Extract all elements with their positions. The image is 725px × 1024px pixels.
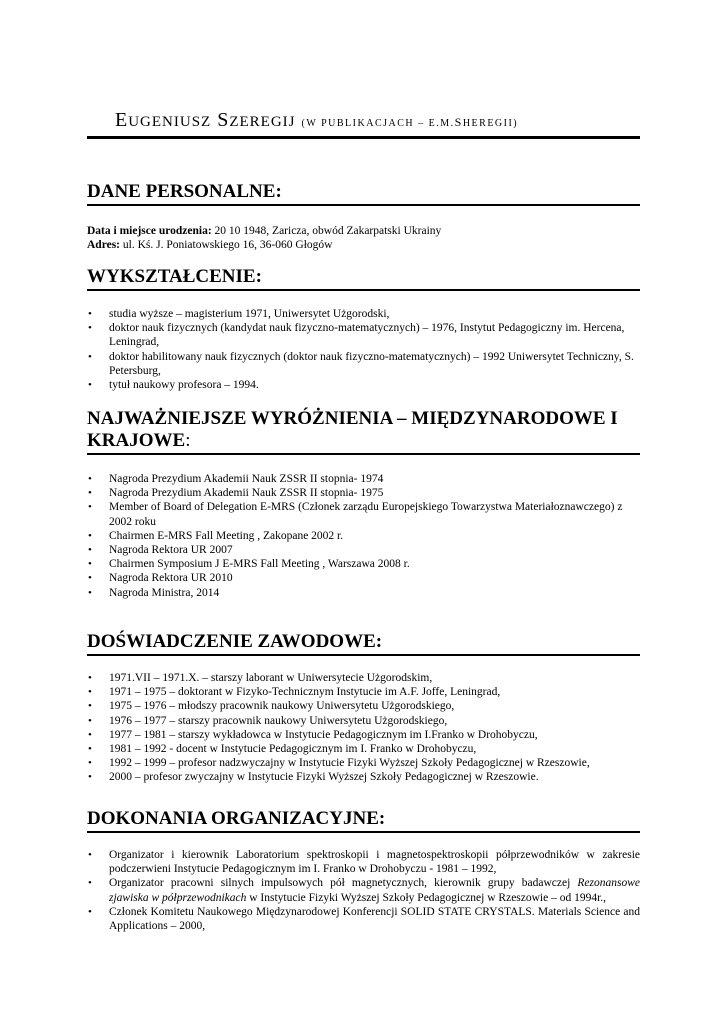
list-item: • Chairmen Symposium J E-MRS Fall Meeting , Warszawa 2008 r. [87, 557, 640, 571]
list-item: • 1976 – 1977 – starszy pracownik naukowy Uniwersytetu Użgorodskiego, [87, 714, 640, 728]
heading-awards [87, 408, 640, 455]
list-item: • tytuł naukowy profesora – 1994. [87, 378, 640, 392]
list-item: • Chairmen E-MRS Fall Meeting , Zakopane 2002 r. [87, 529, 640, 543]
item-italic-text: Rezonansowe zjawiska w półprzewodnikach [109, 877, 640, 904]
list-item: • Organizator i kierownik Laboratorium spektroskopii i magnetospektroskopii półprzewodników w zakresie podczerwieni Instytucie Pedagogicznym im I. Franko w Drohobyczu - 1981 – 1992, [87, 848, 640, 876]
birth-label: Data i miejsce urodzenia: [87, 225, 212, 237]
awards-heading-colon: : [185, 430, 191, 451]
heading-education: WYKSZTAŁCENIE: [87, 266, 640, 291]
list-item: • doktor nauk fizycznych (kandydat nauk fizyczno-matematycznych) – 1976, Instytut Pedagogiczny im. Hercena, Leningrad, [87, 321, 640, 349]
awards-heading-text: NAJWAŻNIEJSZE WYRÓŻNIENIA – MIĘDZYNARODOWE I KRAJOWE [87, 408, 618, 451]
title-first-rest: UGENIUSZ [128, 114, 212, 130]
title-last-initial: S [217, 109, 230, 131]
subtitle-rest: HEREGII) [462, 118, 519, 129]
list-item: • Nagroda Rektora UR 2010 [87, 571, 640, 585]
address-label: Adres: [87, 239, 121, 251]
title-divider [87, 136, 640, 139]
address-value: ul. Kś. J. Poniatowskiego 16, 36-060 Głogów [120, 239, 333, 251]
subtitle-initial: S [454, 115, 463, 129]
address-info [87, 238, 332, 252]
list-item: • Nagroda Rektora UR 2007 [87, 543, 640, 557]
list-item: • Nagroda Prezydium Akademii Nauk ZSSR II stopnia- 1974 [87, 472, 640, 486]
list-item [87, 876, 640, 904]
awards-list [87, 472, 640, 600]
education-list [87, 307, 640, 392]
birth-info [87, 224, 441, 238]
list-item: • Member of Board of Delegation E-MRS (Członek zarządu Europejskiego Towarzystwa Materiałoznawczego) z 2002 roku [87, 500, 640, 528]
title-subtitle [301, 115, 519, 129]
item-text: w Instytucie Fizyki Wyższej Szkoły Pedagogicznej w Rzeszowie – od 1994r., [246, 891, 607, 904]
list-item: • 2000 – profesor zwyczajny w Instytucie Fizyki Wyższej Szkoły Pedagogicznej w Rzeszowie. [87, 770, 640, 784]
list-item: • Nagroda Prezydium Akademii Nauk ZSSR II stopnia- 1975 [87, 486, 640, 500]
experience-list [87, 671, 640, 785]
heading-organizational: DOKONANIA ORGANIZACYJNE: [87, 808, 640, 833]
title-last-rest: ZEREGIJ [229, 114, 296, 130]
list-item: • 1992 – 1999 – profesor nadzwyczajny w Instytucie Fizyki Wyższej Szkoły Pedagogicznej w Rzeszowie, [87, 756, 640, 770]
organizational-list [87, 848, 640, 933]
birth-value: 20 10 1948, Zaricza, obwód Zakarpatski Ukrainy [211, 225, 442, 237]
list-item: • 1977 – 1981 – starszy wykładowca w Instytucie Pedagogicznym im I.Franko w Drohobyczu, [87, 728, 640, 742]
heading-personal: DANE PERSONALNE: [87, 181, 640, 206]
list-item: • 1975 – 1976 – młodszy pracownik naukowy Uniwersytetu Użgorodskiego, [87, 699, 640, 713]
heading-experience: DOŚWIADCZENIE ZAWODOWE: [87, 631, 640, 656]
list-item: • doktor habilitowany nauk fizycznych (doktor nauk fizyczno-matematycznych) – 1992 Uniwersytet Techniczny, S. Petersburg, [87, 350, 640, 378]
item-text: Organizator pracowni silnych impulsowych pół magnetycznych, kierownik grupy badawczej [109, 877, 578, 890]
list-item: • 1971 – 1975 – doktorant w Fizyko-Technicznym Instytucie im A.F. Joffe, Leningrad, [87, 685, 640, 699]
list-item: • Członek Komitetu Naukowego Międzynarodowej Konferencji SOLID STATE CRYSTALS. Materials Science and Applications – 2000, [87, 905, 640, 933]
list-item: • studia wyższe – magisterium 1971, Uniwersytet Użgorodski, [87, 307, 640, 321]
list-item: • Nagroda Ministra, 2014 [87, 586, 640, 600]
subtitle-prefix: (W PUBLIKACJACH – E.M. [301, 118, 455, 129]
list-item: • 1971.VII – 1971.X. – starszy laborant w Uniwersytecie Użgorodskim, [87, 671, 640, 685]
title-first-initial: E [115, 109, 129, 131]
page-title [115, 109, 640, 132]
list-item: • 1981 – 1992 - docent w Instytucie Pedagogicznym im I. Franko w Drohobyczu, [87, 742, 640, 756]
